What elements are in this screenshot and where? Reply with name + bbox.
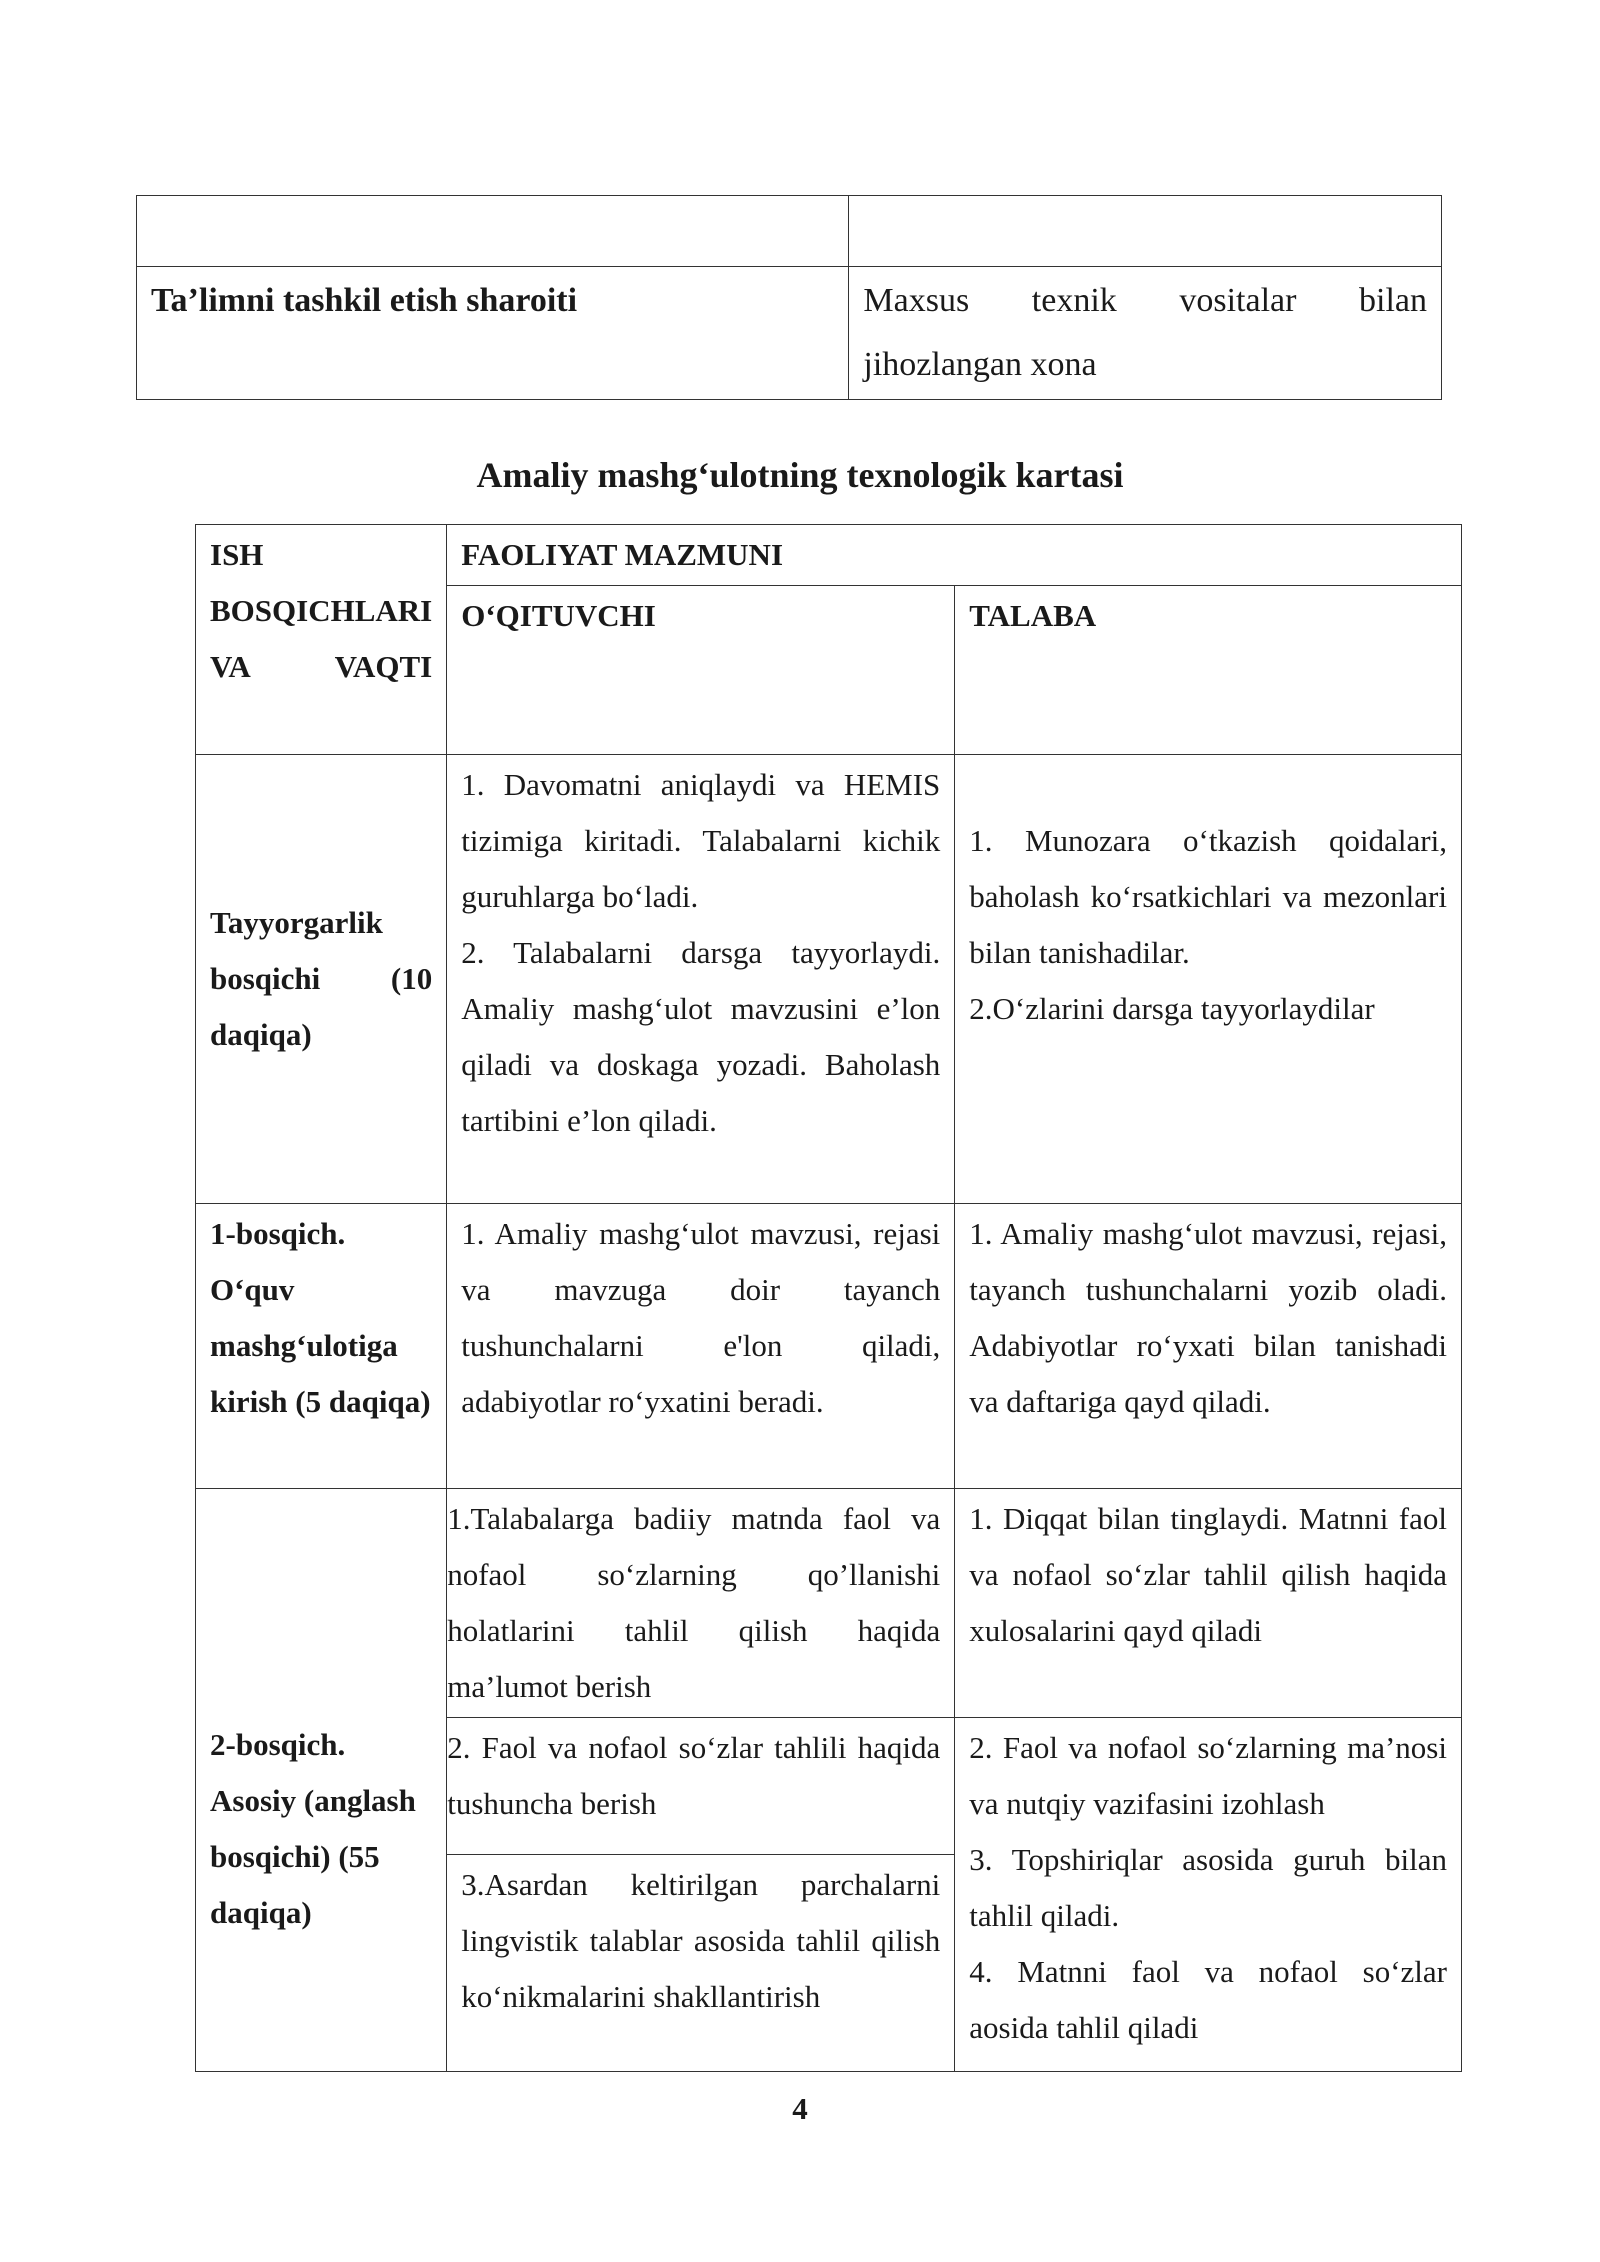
card-title: Amaliy mashg‘ulotning texnologik kartasi xyxy=(476,455,1124,495)
teacher-cell xyxy=(447,755,955,1204)
technology-card-table xyxy=(195,524,1462,2072)
stage-cell: 2-bosqich. Asosiy (anglash bosqichi) (55 daqiqa) xyxy=(196,1489,447,2072)
teacher-cell xyxy=(447,1855,955,2072)
table-row xyxy=(196,1489,1462,1718)
student-item: 3. Topshiriqlar asosida guruh bilan tahlil qiladi. xyxy=(969,1842,1447,1933)
teacher-cell xyxy=(447,1204,955,1489)
student-item: 2. Faol va nofaol so‘zlarning ma’nosi va nutqiy vazifasini izohlash xyxy=(969,1730,1447,1821)
table-row xyxy=(196,1204,1462,1489)
teacher-header: O‘QITUVCHI xyxy=(447,586,955,755)
conditions-table-row xyxy=(137,267,1442,400)
student-item: 2.O‘zlarini darsga tayyorlaydilar xyxy=(969,991,1375,1026)
student-cell xyxy=(955,1489,1462,1718)
teacher-item: 1. Davomatni aniqlaydi va HEMIS tizimiga kiritadi. Talabalarni kichik guruhlarga bo‘ladi. xyxy=(461,767,941,914)
conditions-table xyxy=(136,195,1442,400)
teacher-item: 3.Asardan keltirilgan parchalarni lingvistik talablar asosida tahlil qilish ko‘nikmalarini shakllantirish xyxy=(461,1867,941,2014)
student-header: TALABA xyxy=(955,586,1462,755)
teacher-cell xyxy=(447,1489,955,1718)
student-item: 4. Matnni faol va nofaol so‘zlar aosida tahlil qiladi xyxy=(969,1954,1447,2045)
student-cell xyxy=(955,1204,1462,1489)
conditions-label: Ta’limni tashkil etish sharoiti xyxy=(137,267,849,400)
stage-header: ISH BOSQICHLARI VA VAQTI xyxy=(196,525,447,755)
student-item: 1. Diqqat bilan tinglaydi. Matnni faol va nofaol so‘zlar tahlil qilish haqida xulosalarini qayd qiladi xyxy=(969,1501,1447,1648)
student-cell xyxy=(955,1718,1462,2072)
student-cell xyxy=(955,755,1462,1204)
stage-cell: 1-bosqich. O‘quv mashg‘ulotiga kirish (5 daqiqa) xyxy=(196,1204,447,1489)
table-row xyxy=(196,755,1462,1204)
teacher-item: 2. Faol va nofaol so‘zlar tahlili haqida tushuncha berish xyxy=(447,1730,941,1821)
page-number: 4 xyxy=(792,2091,808,2126)
teacher-item: 1. Amaliy mashg‘ulot mavzusi, rejasi va mavzuga doir tayanch tushunchalarni e'lon qiladi, adabiyotlar ro‘yxatini beradi. xyxy=(461,1216,941,1419)
conditions-value: Maxsus texnik vositalar bilan jihozlangan xona xyxy=(849,267,1442,400)
student-item: 1. Munozara o‘tkazish qoidalari, baholash ko‘rsatkichlari va mezonlari bilan tanishadilar. xyxy=(969,823,1447,970)
header-row xyxy=(196,525,1462,586)
stage-cell: Tayyorgarlik bosqichi (10 daqiqa) xyxy=(196,755,447,1204)
teacher-item: 2. Talabalarni darsga tayyorlaydi. Amaliy mashg‘ulot mavzusini e’lon qiladi va doskaga yozadi. Baholash tartibini e’lon qiladi. xyxy=(461,935,941,1138)
conditions-table-blank-row xyxy=(137,196,1442,267)
activity-header: FAOLIYAT MAZMUNI xyxy=(447,525,1462,586)
student-item: 1. Amaliy mashg‘ulot mavzusi, rejasi, tayanch tushunchalarni yozib oladi. Adabiyotlar ro‘yxati bilan tanishadi va daftariga qayd qiladi. xyxy=(969,1216,1447,1419)
teacher-cell xyxy=(447,1718,955,1855)
teacher-item: 1.Talabalarga badiiy matnda faol va nofaol so‘zlarning qo’llanishi holatlarini tahlil qilish haqida ma’lumot berish xyxy=(447,1501,941,1704)
